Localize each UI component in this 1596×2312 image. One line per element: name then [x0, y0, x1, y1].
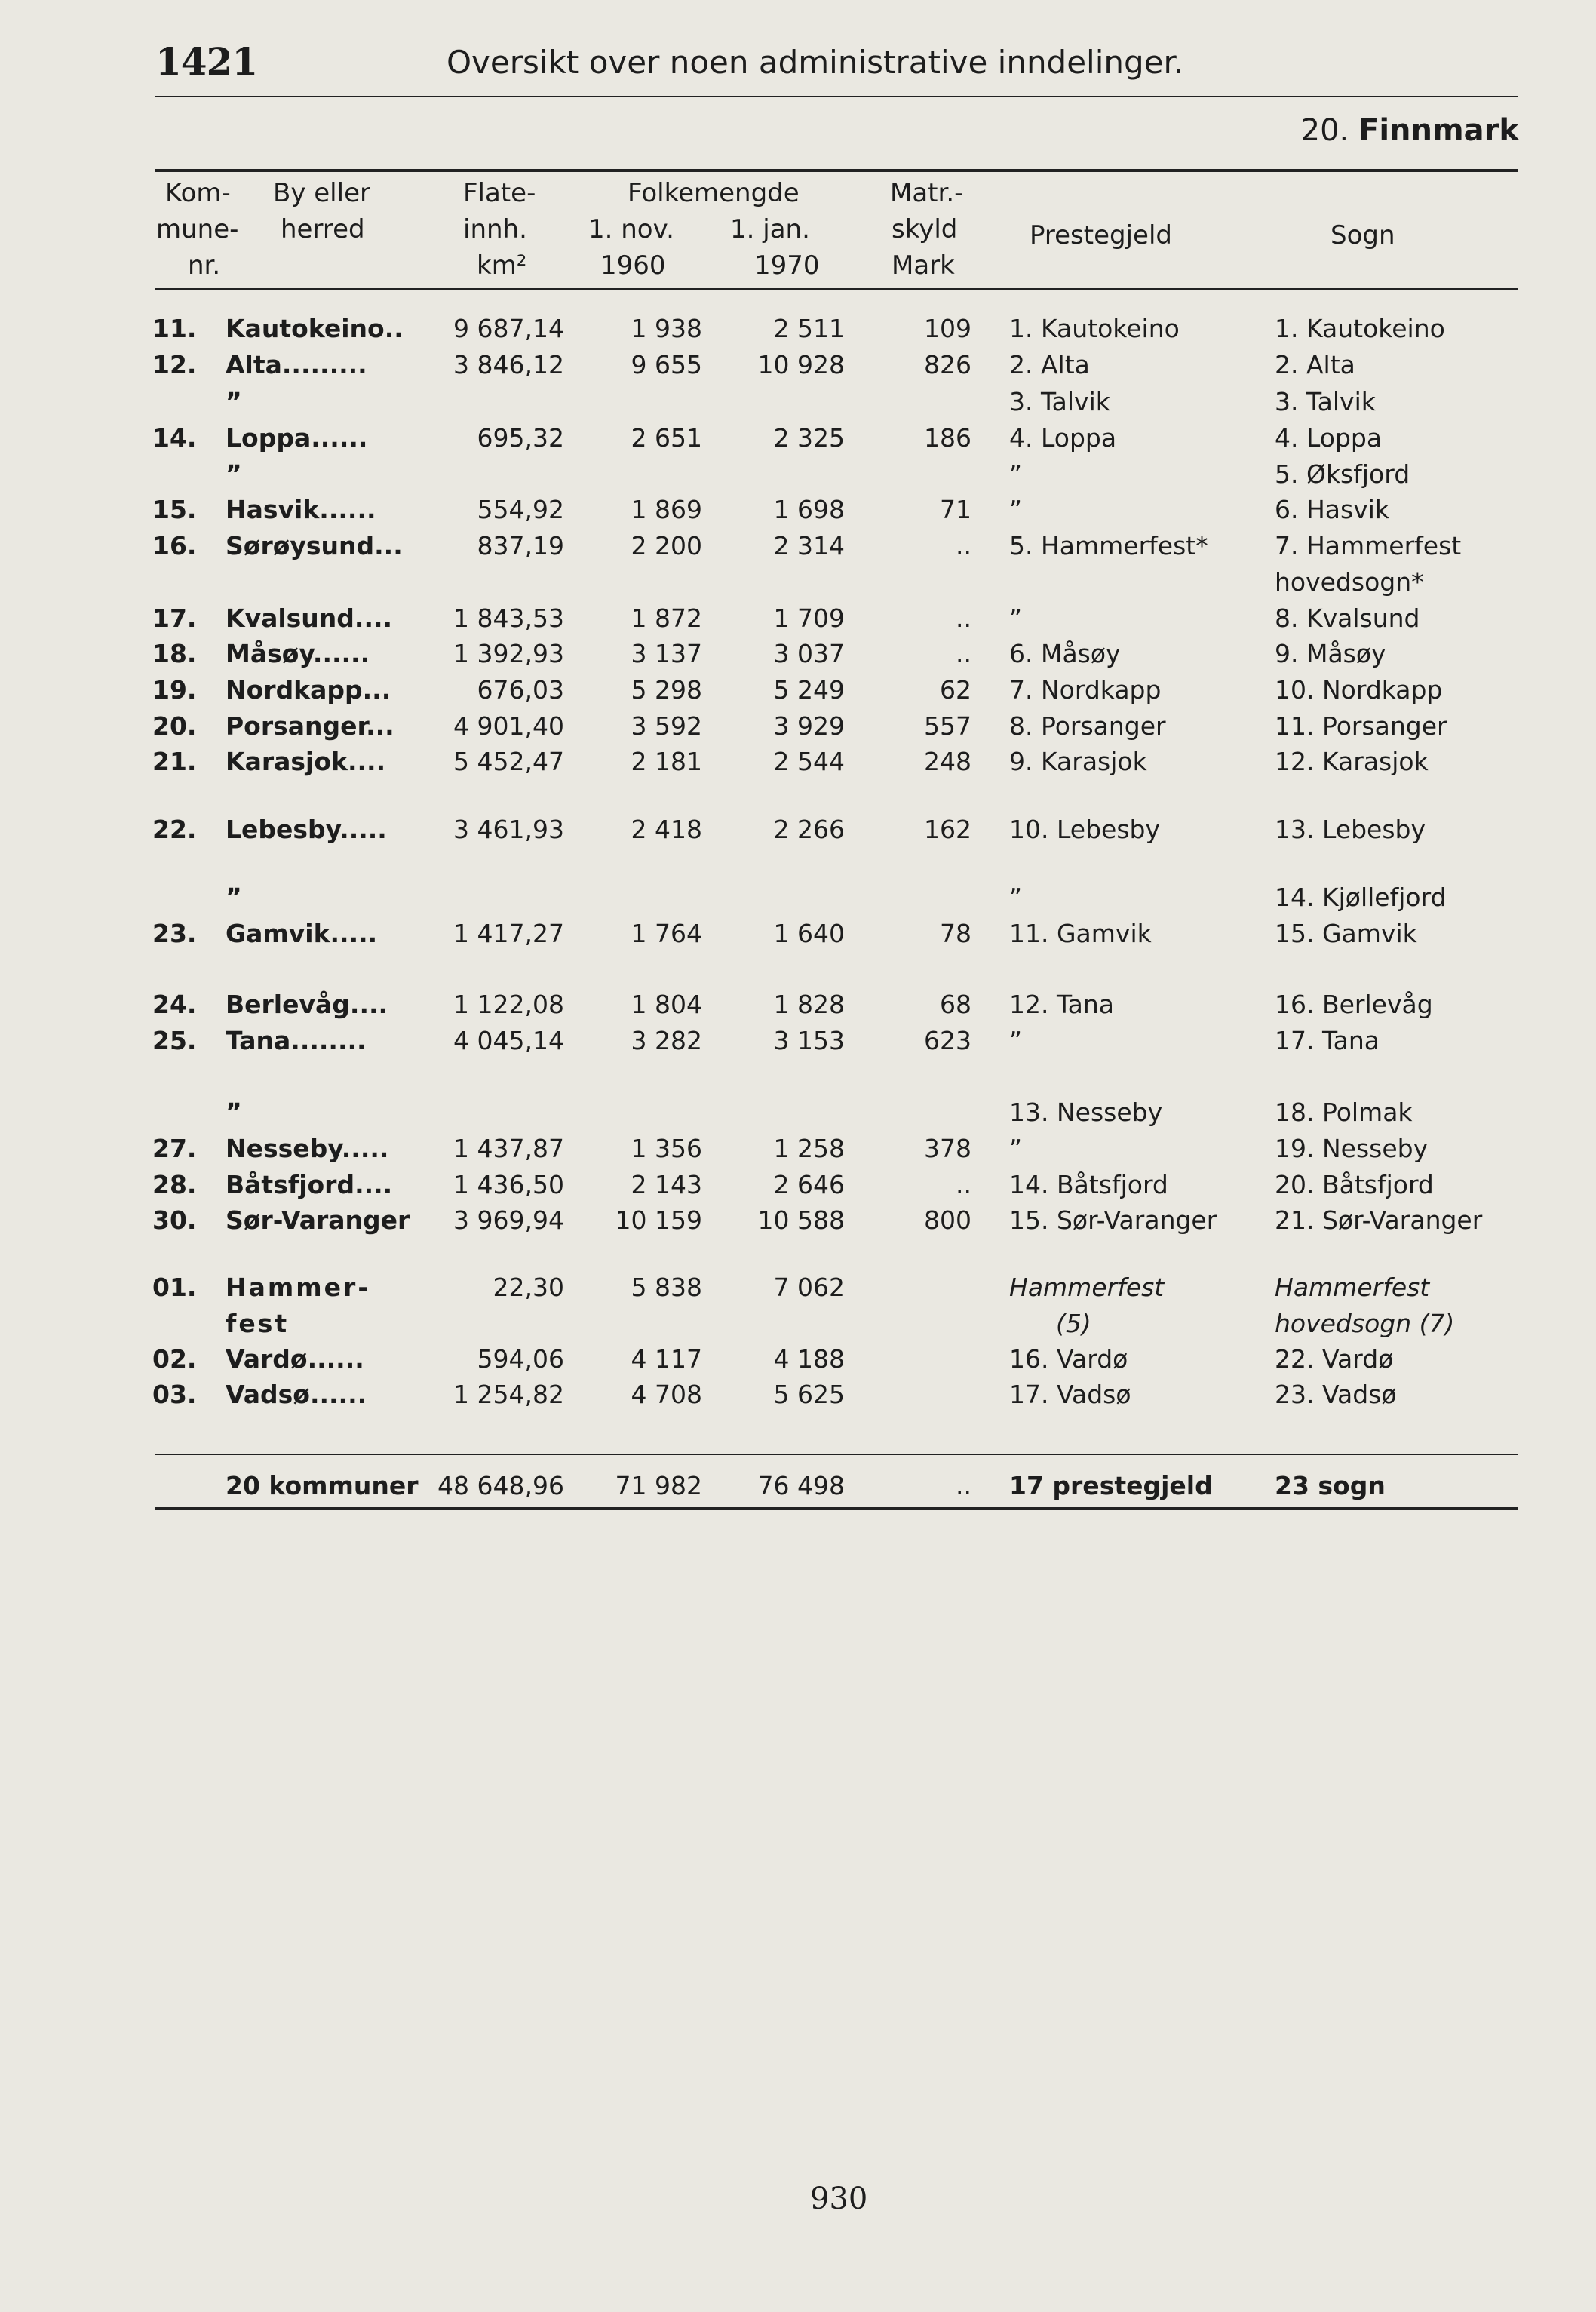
- row-number: 23.: [152, 919, 197, 948]
- row-prestegjeld: 14. Båtsfjord: [1009, 1170, 1168, 1199]
- row-sogn: 8. Kvalsund: [1275, 603, 1420, 633]
- row-population-1970: 3 929: [773, 711, 845, 741]
- row-area: 3 461,93: [453, 815, 564, 844]
- section-name: Finnmark: [1358, 113, 1519, 148]
- row-number: 19.: [152, 675, 197, 705]
- header-line: Kom-: [165, 178, 231, 208]
- row-name: Loppa......: [226, 423, 368, 453]
- table-row: [0, 350, 1596, 386]
- table-row: [0, 1344, 1596, 1380]
- total-matr: ..: [956, 1471, 971, 1500]
- row-name: Alta.........: [226, 350, 367, 379]
- table-row: [0, 1170, 1596, 1206]
- row-prestegjeld: (5): [1056, 1309, 1091, 1338]
- row-area: 9 687,14: [453, 314, 564, 343]
- table-row: [0, 990, 1596, 1026]
- row-number: 14.: [152, 423, 197, 453]
- total-p1970: 76 498: [757, 1471, 845, 1500]
- total-top-rule: [155, 1454, 1518, 1455]
- row-name: Karasjok....: [226, 747, 386, 776]
- row-matrikkelskyld: ..: [956, 639, 971, 668]
- row-prestegjeld: 1. Kautokeino: [1009, 314, 1180, 343]
- row-sogn: 13. Lebesby: [1275, 815, 1426, 844]
- row-area: 3 846,12: [453, 350, 564, 379]
- row-prestegjeld: 10. Lebesby: [1009, 815, 1160, 844]
- row-name: Berlevåg....: [226, 990, 388, 1019]
- header-line: By eller: [273, 178, 370, 208]
- row-prestegjeld: 5. Hammerfest*: [1009, 531, 1208, 560]
- row-prestegjeld: 11. Gamvik: [1009, 919, 1152, 948]
- row-area: 5 452,47: [453, 747, 564, 776]
- row-area: 554,92: [477, 495, 564, 524]
- row-sogn: 10. Nordkapp: [1275, 675, 1443, 705]
- header-folkemengde: Folkemengde: [628, 178, 800, 208]
- row-matrikkelskyld: 557: [924, 711, 971, 741]
- header-by-herred: [273, 175, 370, 247]
- header-line: 1960: [600, 250, 666, 281]
- row-name: Kvalsund....: [226, 603, 393, 633]
- header-kommune-nr: [156, 175, 239, 284]
- row-matrikkelskyld: 162: [924, 815, 971, 844]
- row-population-1970: 2 511: [773, 314, 845, 343]
- row-prestegjeld: 7. Nordkapp: [1009, 675, 1162, 705]
- row-area: 1 843,53: [453, 603, 564, 633]
- row-area: 1 417,27: [453, 919, 564, 948]
- header-sogn: Sogn: [1331, 220, 1395, 250]
- row-prestegjeld: 12. Tana: [1009, 990, 1115, 1019]
- page-title: Oversikt over noen administrative inndelinger.: [447, 44, 1184, 81]
- row-prestegjeld: 3. Talvik: [1009, 387, 1110, 416]
- row-name: Måsøy......: [226, 639, 370, 668]
- row-matrikkelskyld: 186: [924, 423, 971, 453]
- row-prestegjeld: 4. Loppa: [1009, 423, 1117, 453]
- page-number: 1421: [155, 39, 258, 84]
- row-population-1960: 2 200: [631, 531, 702, 560]
- header-line: skyld: [892, 214, 958, 244]
- row-population-1960: 1 872: [631, 603, 702, 633]
- row-population-1970: 10 588: [757, 1205, 845, 1235]
- total-row: [0, 1471, 1596, 1507]
- table-row: [0, 1309, 1596, 1345]
- row-sogn: 6. Hasvik: [1275, 495, 1390, 524]
- row-prestegjeld: 13. Nesseby: [1009, 1098, 1163, 1127]
- row-population-1960: 4 117: [631, 1344, 702, 1374]
- row-matrikkelskyld: 78: [940, 919, 971, 948]
- row-number: 17.: [152, 603, 197, 633]
- row-prestegjeld: 2. Alta: [1009, 350, 1090, 379]
- row-population-1970: 3 037: [773, 639, 845, 668]
- header-flate: [463, 175, 536, 284]
- row-population-1970: 4 188: [773, 1344, 845, 1374]
- row-prestegjeld: ”: [1009, 883, 1023, 912]
- row-population-1970: 2 646: [773, 1170, 845, 1199]
- row-prestegjeld: ”: [1009, 495, 1023, 524]
- total-area: 48 648,96: [437, 1471, 564, 1500]
- row-area: 837,19: [477, 531, 564, 560]
- row-number: 02.: [152, 1344, 197, 1374]
- row-population-1970: 1 640: [773, 919, 845, 948]
- row-population-1960: 2 181: [631, 747, 702, 776]
- row-area: 676,03: [477, 675, 564, 705]
- row-population-1970: 3 153: [773, 1026, 845, 1055]
- row-prestegjeld: 16. Vardø: [1009, 1344, 1128, 1374]
- row-population-1960: 4 708: [631, 1380, 702, 1409]
- row-sogn: 17. Tana: [1275, 1026, 1380, 1055]
- row-number: 12.: [152, 350, 197, 379]
- row-sogn: 4. Loppa: [1275, 423, 1383, 453]
- row-number: 22.: [152, 815, 197, 844]
- header-line: Mark: [892, 250, 955, 281]
- row-name: Vadsø......: [226, 1380, 367, 1409]
- table-row: [0, 711, 1596, 748]
- row-sogn: 2. Alta: [1275, 350, 1355, 379]
- row-name: Sørøysund...: [226, 531, 403, 560]
- row-population-1960: 3 137: [631, 639, 702, 668]
- row-sogn: 19. Nesseby: [1275, 1134, 1429, 1163]
- table-row: [0, 495, 1596, 531]
- table-row: [0, 531, 1596, 567]
- row-prestegjeld: ”: [1009, 1026, 1023, 1055]
- row-number: 16.: [152, 531, 197, 560]
- table-row: [0, 675, 1596, 711]
- row-name: ”: [226, 883, 242, 912]
- row-population-1960: 9 655: [631, 350, 702, 379]
- row-population-1960: 5 298: [631, 675, 702, 705]
- header-line: Flate-: [463, 178, 536, 208]
- table-row: [0, 883, 1596, 919]
- row-number: 24.: [152, 990, 197, 1019]
- row-name: Kautokeino..: [226, 314, 404, 343]
- table-row: [0, 919, 1596, 955]
- row-name: fest: [226, 1309, 290, 1338]
- table-row: [0, 603, 1596, 640]
- row-matrikkelskyld: 248: [924, 747, 971, 776]
- row-sogn: hovedsogn*: [1275, 567, 1424, 597]
- row-number: 28.: [152, 1170, 197, 1199]
- row-name: ”: [226, 459, 242, 489]
- row-sogn: 12. Karasjok: [1275, 747, 1429, 776]
- row-area: 1 122,08: [453, 990, 564, 1019]
- table-row: [0, 567, 1596, 603]
- row-area: 1 254,82: [453, 1380, 564, 1409]
- row-sogn: 15. Gamvik: [1275, 919, 1417, 948]
- row-population-1970: 10 928: [757, 350, 845, 379]
- header-p1970: [730, 211, 820, 284]
- row-name: Nesseby.....: [226, 1134, 389, 1163]
- row-sogn: 5. Øksfjord: [1275, 459, 1410, 489]
- row-matrikkelskyld: 826: [924, 350, 971, 379]
- row-population-1960: 3 282: [631, 1026, 702, 1055]
- row-number: 27.: [152, 1134, 197, 1163]
- table-row: [0, 423, 1596, 459]
- row-sogn: 20. Båtsfjord: [1275, 1170, 1434, 1199]
- row-prestegjeld: 9. Karasjok: [1009, 747, 1147, 776]
- row-population-1960: 10 159: [615, 1205, 702, 1235]
- header-line: 1. nov.: [588, 214, 674, 244]
- row-population-1960: 1 804: [631, 990, 702, 1019]
- row-matrikkelskyld: 68: [940, 990, 971, 1019]
- header-line: innh.: [463, 214, 527, 244]
- row-population-1970: 5 249: [773, 675, 845, 705]
- row-prestegjeld: ”: [1009, 459, 1023, 489]
- table-row: [0, 639, 1596, 675]
- row-population-1960: 2 143: [631, 1170, 702, 1199]
- row-sogn: hovedsogn (7): [1275, 1309, 1455, 1338]
- section-heading: [1301, 113, 1519, 148]
- row-name: ”: [226, 1098, 242, 1127]
- row-number: 11.: [152, 314, 197, 343]
- row-area: 22,30: [493, 1273, 564, 1302]
- row-population-1970: 5 625: [773, 1380, 845, 1409]
- row-population-1960: 2 651: [631, 423, 702, 453]
- row-number: 20.: [152, 711, 197, 741]
- row-population-1970: 2 325: [773, 423, 845, 453]
- row-area: 594,06: [477, 1344, 564, 1374]
- row-sogn: 16. Berlevåg: [1275, 990, 1433, 1019]
- row-name: Lebesby.....: [226, 815, 387, 844]
- top-rule: [155, 96, 1518, 97]
- total-prestegjeld: 17 prestegjeld: [1009, 1471, 1213, 1500]
- row-population-1970: 2 544: [773, 747, 845, 776]
- header-matr: [890, 175, 963, 284]
- row-number: 30.: [152, 1205, 197, 1235]
- row-number: 21.: [152, 747, 197, 776]
- row-prestegjeld: 8. Porsanger: [1009, 711, 1166, 741]
- row-name: Hammer-: [226, 1273, 371, 1302]
- row-area: 1 437,87: [453, 1134, 564, 1163]
- row-sogn: 9. Måsøy: [1275, 639, 1386, 668]
- row-population-1970: 2 266: [773, 815, 845, 844]
- row-population-1960: 5 838: [631, 1273, 702, 1302]
- table-row: [0, 1380, 1596, 1416]
- row-population-1970: 1 258: [773, 1134, 845, 1163]
- table-row: [0, 1134, 1596, 1170]
- row-prestegjeld: 6. Måsøy: [1009, 639, 1121, 668]
- table-row: [0, 1273, 1596, 1309]
- row-sogn: 18. Polmak: [1275, 1098, 1413, 1127]
- row-population-1960: 1 869: [631, 495, 702, 524]
- row-area: 4 901,40: [453, 711, 564, 741]
- row-population-1960: 2 418: [631, 815, 702, 844]
- table-row: [0, 1205, 1596, 1242]
- row-prestegjeld: Hammerfest: [1009, 1273, 1165, 1302]
- row-sogn: Hammerfest: [1275, 1273, 1430, 1302]
- row-sogn: 11. Porsanger: [1275, 711, 1447, 741]
- row-population-1960: 1 764: [631, 919, 702, 948]
- row-name: Porsanger...: [226, 711, 394, 741]
- row-area: 1 436,50: [453, 1170, 564, 1199]
- row-name: Hasvik......: [226, 495, 376, 524]
- row-prestegjeld: 15. Sør-Varanger: [1009, 1205, 1217, 1235]
- header-line: nr.: [188, 250, 221, 281]
- row-population-1970: 1 709: [773, 603, 845, 633]
- row-sogn: 14. Kjøllefjord: [1275, 883, 1447, 912]
- row-sogn: 23. Vadsø: [1275, 1380, 1397, 1409]
- row-name: ”: [226, 387, 242, 416]
- section-number: 20.: [1300, 113, 1349, 148]
- table-row: [0, 815, 1596, 851]
- row-area: 3 969,94: [453, 1205, 564, 1235]
- row-prestegjeld: ”: [1009, 1134, 1023, 1163]
- row-population-1960: 3 592: [631, 711, 702, 741]
- table-row: [0, 314, 1596, 350]
- header-line: mune-: [156, 214, 239, 244]
- header-p1960: [588, 211, 674, 284]
- row-area: 4 045,14: [453, 1026, 564, 1055]
- row-number: 25.: [152, 1026, 197, 1055]
- row-name: Nordkapp...: [226, 675, 391, 705]
- row-population-1970: 1 828: [773, 990, 845, 1019]
- row-matrikkelskyld: 800: [924, 1205, 971, 1235]
- row-sogn: 7. Hammerfest: [1275, 531, 1462, 560]
- row-name: Sør-Varanger: [226, 1205, 410, 1235]
- table-row: [0, 387, 1596, 423]
- row-prestegjeld: 17. Vadsø: [1009, 1380, 1131, 1409]
- row-population-1970: 7 062: [773, 1273, 845, 1302]
- row-sogn: 3. Talvik: [1275, 387, 1376, 416]
- total-sogn: 23 sogn: [1275, 1471, 1386, 1500]
- row-prestegjeld: ”: [1009, 603, 1023, 633]
- row-area: 1 392,93: [453, 639, 564, 668]
- table-row: [0, 1026, 1596, 1062]
- row-name: Båtsfjord....: [226, 1170, 393, 1199]
- row-population-1970: 2 314: [773, 531, 845, 560]
- row-number: 18.: [152, 639, 197, 668]
- row-number: 15.: [152, 495, 197, 524]
- total-p1960: 71 982: [615, 1471, 702, 1500]
- header-line: 1. jan.: [730, 214, 810, 244]
- table-row: [0, 747, 1596, 783]
- row-matrikkelskyld: 623: [924, 1026, 971, 1055]
- header-line: km²: [477, 250, 527, 281]
- total-name: 20 kommuner: [226, 1471, 419, 1500]
- row-number: 03.: [152, 1380, 197, 1409]
- header-line: 1970: [754, 250, 820, 281]
- row-population-1970: 1 698: [773, 495, 845, 524]
- row-matrikkelskyld: 109: [924, 314, 971, 343]
- row-area: 695,32: [477, 423, 564, 453]
- footer-page-number: 930: [810, 2182, 868, 2216]
- header-bottom-rule: [155, 288, 1518, 290]
- header-line: Matr.-: [890, 178, 964, 208]
- row-matrikkelskyld: ..: [956, 531, 971, 560]
- row-sogn: 22. Vardø: [1275, 1344, 1394, 1374]
- total-bottom-rule: [155, 1507, 1518, 1510]
- row-number: 01.: [152, 1273, 197, 1302]
- header-line: herred: [281, 214, 365, 244]
- row-name: Tana........: [226, 1026, 367, 1055]
- row-name: Vardø......: [226, 1344, 364, 1374]
- row-sogn: 21. Sør-Varanger: [1275, 1205, 1483, 1235]
- row-matrikkelskyld: 62: [940, 675, 971, 705]
- table-row: [0, 459, 1596, 496]
- row-sogn: 1. Kautokeino: [1275, 314, 1445, 343]
- row-name: Gamvik.....: [226, 919, 378, 948]
- row-population-1960: 1 938: [631, 314, 702, 343]
- header-prestegjeld: Prestegjeld: [1030, 220, 1172, 250]
- row-matrikkelskyld: 378: [924, 1134, 971, 1163]
- row-population-1960: 1 356: [631, 1134, 702, 1163]
- table-row: [0, 1098, 1596, 1134]
- row-matrikkelskyld: 71: [940, 495, 971, 524]
- row-matrikkelskyld: ..: [956, 1170, 971, 1199]
- header-top-rule: [155, 169, 1518, 172]
- row-matrikkelskyld: ..: [956, 603, 971, 633]
